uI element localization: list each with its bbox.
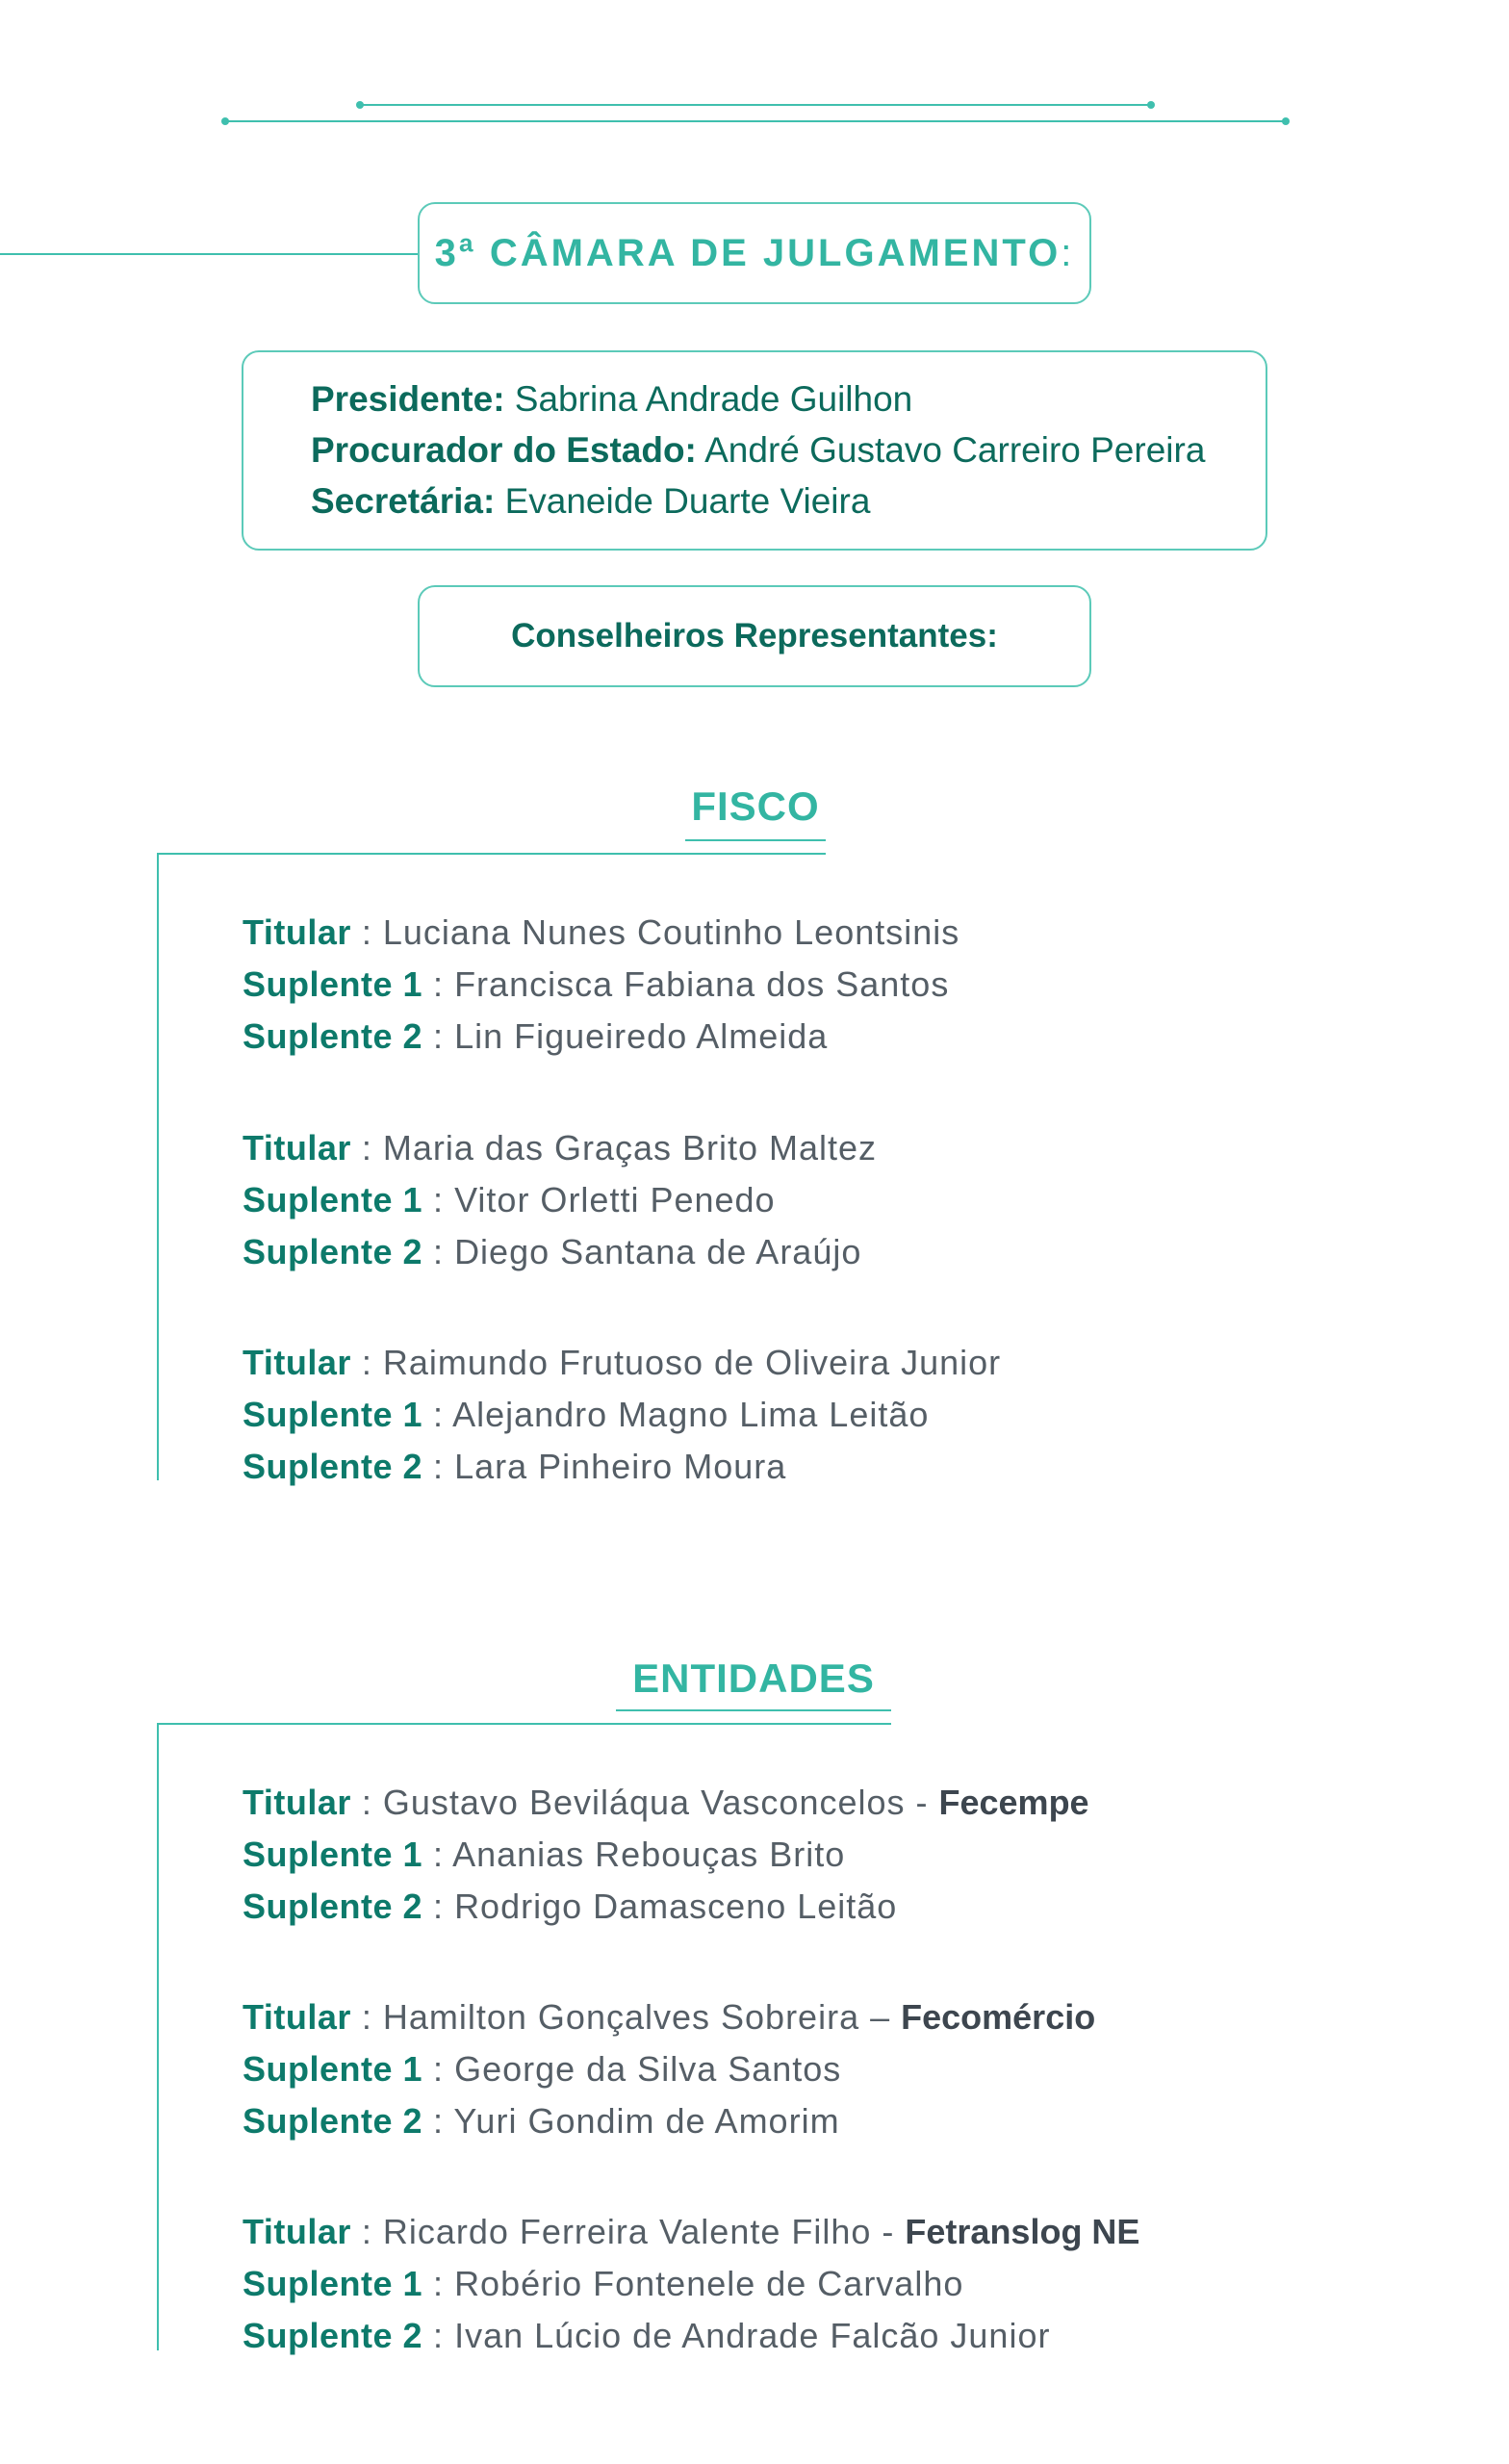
page-title: 3ª CÂMARA DE JULGAMENTO:: [434, 231, 1075, 274]
entidades-frame-left: [157, 1723, 159, 2350]
member-line: Titular : Luciana Nunes Coutinho Leontsinis: [243, 912, 960, 952]
entidades-group-2: [243, 1991, 1095, 2147]
member-line: Titular : Maria das Graças Brito Maltez: [243, 1128, 878, 1168]
fisco-group-3: [243, 1337, 1001, 1493]
fisco-group-2: [243, 1122, 877, 1278]
member-line: Suplente 2 : Yuri Gondim de Amorim: [243, 2101, 840, 2141]
representatives-box: [418, 585, 1091, 687]
member-line: Suplente 2 : Lara Pinheiro Moura: [243, 1447, 787, 1486]
officer-state-attorney: Procurador do Estado: André Gustavo Carreiro Pereira: [311, 430, 1206, 470]
top-decor-line-outer: [225, 120, 1286, 122]
member-line: Suplente 2 : Rodrigo Damasceno Leitão: [243, 1886, 898, 1926]
officers-box: [242, 350, 1267, 551]
member-line: Suplente 1 : Ananias Rebouças Brito: [243, 1835, 846, 1874]
fisco-frame-top: [158, 853, 826, 855]
member-line: Suplente 1 : Robério Fontenele de Carvalho: [243, 2264, 964, 2303]
member-line: Suplente 1 : George da Silva Santos: [243, 2049, 842, 2089]
title-connector-line: [0, 253, 420, 255]
fisco-group-1: [243, 907, 959, 1063]
representatives-label: Conselheiros Representantes:: [511, 617, 998, 654]
member-line: Suplente 1 : Alejandro Magno Lima Leitão: [243, 1395, 930, 1434]
member-line: Suplente 1 : Francisca Fabiana dos Santos: [243, 964, 950, 1004]
chamber-title-box: [418, 202, 1091, 304]
member-line: Suplente 2 : Diego Santana de Araújo: [243, 1232, 862, 1271]
fisco-title-underline: [685, 839, 826, 841]
top-decor-line-inner: [360, 104, 1151, 106]
top-decor-dot-outer-left: [221, 117, 229, 125]
member-line: Suplente 1 : Vitor Orletti Penedo: [243, 1180, 776, 1219]
member-line: Suplente 2 : Ivan Lúcio de Andrade Falcão Junior: [243, 2316, 1051, 2355]
section-title-fisco: FISCO: [691, 783, 820, 829]
officer-president: Presidente: Sabrina Andrade Guilhon: [311, 379, 913, 419]
entidades-group-1: [243, 1777, 1089, 1933]
member-line: Titular : Gustavo Beviláqua Vasconcelos - Fecempe: [243, 1783, 1089, 1822]
officer-secretary: Secretária: Evaneide Duarte Vieira: [311, 481, 871, 521]
section-title-entidades: ENTIDADES: [632, 1656, 875, 1701]
top-decor-dot-outer-right: [1282, 117, 1290, 125]
entidades-frame-top: [158, 1723, 891, 1725]
member-line: Suplente 2 : Lin Figueiredo Almeida: [243, 1016, 829, 1056]
entidades-title-underline: [616, 1709, 891, 1711]
top-decor-dot-inner-right: [1147, 101, 1155, 109]
member-line: Titular : Hamilton Gonçalves Sobreira – Fecomércio: [243, 1997, 1096, 2037]
member-line: Titular : Raimundo Frutuoso de Oliveira Junior: [243, 1343, 1002, 1382]
top-decor-dot-inner-left: [356, 101, 364, 109]
entidades-group-3: [243, 2206, 1139, 2362]
member-line: Titular : Ricardo Ferreira Valente Filho - Fetranslog NE: [243, 2212, 1140, 2251]
fisco-frame-left: [157, 853, 159, 1480]
